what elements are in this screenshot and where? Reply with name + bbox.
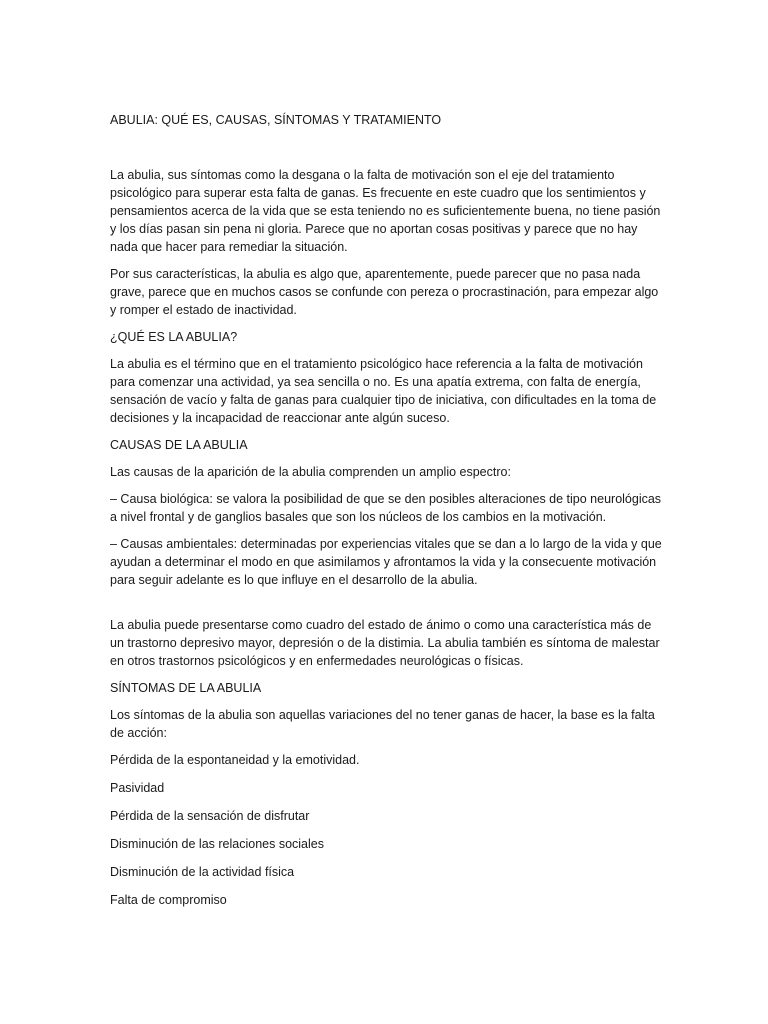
section-heading-causes: CAUSAS DE LA ABULIA [110, 438, 248, 452]
cause-environmental: – Causas ambientales: determinadas por experiencias vitales que se dan a lo largo de la vida y que ayudan a determinar el modo en que asimilamos y afrontamos la vida y la consecuente motivación para seguir adelante es lo que influye en el desarrollo de la abulia. [110, 537, 662, 587]
symptom-item: Falta de compromiso [110, 893, 227, 907]
section-heading-symptoms: SÍNTOMAS DE LA ABULIA [110, 681, 262, 695]
causes-intro: Las causas de la aparición de la abulia comprenden un amplio espectro: [110, 465, 511, 479]
section-heading-what: ¿QUÉ ES LA ABULIA? [110, 330, 238, 344]
document-page [110, 111, 662, 919]
presentation-paragraph: La abulia puede presentarse como cuadro del estado de ánimo o como una característica más de un trastorno depresivo mayor, depresión o de la distimia. La abulia también es síntoma de malestar en otros trastornos psicológicos y en enfermedades neurológicas o físicas. [110, 618, 660, 668]
cause-biological: – Causa biológica: se valora la posibilidad de que se den posibles alteraciones de tipo neurológicas a nivel frontal y de ganglios basales que son los núcleos de los cambios en la motivación. [110, 492, 662, 524]
symptom-item: Disminución de las relaciones sociales [110, 837, 324, 851]
symptom-item: Pérdida de la espontaneidad y la emotividad. [110, 753, 360, 767]
what-paragraph: La abulia es el término que en el tratamiento psicológico hace referencia a la falta de motivación para comenzar una actividad, ya sea sencilla o no. Es una apatía extrema, con falta de energía, sensación de vacío y falta de ganas para cualquier tipo de iniciativa, con dificultades en la toma de decisiones y la incapacidad de reaccionar ante algún suceso. [110, 357, 657, 425]
symptoms-intro: Los síntomas de la abulia son aquellas variaciones del no tener ganas de hacer, la base es la falta de acción: [110, 708, 655, 740]
symptom-item: Disminución de la actividad física [110, 865, 295, 879]
intro-paragraph-2: Por sus características, la abulia es algo que, aparentemente, puede parecer que no pasa nada grave, parece que en muchos casos se confunde con pereza o procrastinación, para empezar algo y romper el estado de inactividad. [110, 267, 659, 317]
document-title: ABULIA: QUÉ ES, CAUSAS, SÍNTOMAS Y TRATAMIENTO [110, 113, 442, 127]
intro-paragraph-1: La abulia, sus síntomas como la desgana o la falta de motivación son el eje del tratamiento psicológico para superar esta falta de ganas. Es frecuente en este cuadro que los sentimientos y pensamientos acerca de la vida que se esta teniendo no es suficientemente buena, no tiene pasión y los días pasan sin pena ni gloria. Parece que no aportan cosas positivas y parece que no hay nada que hacer para remediar la situación. [110, 168, 661, 254]
symptom-item: Pérdida de la sensación de disfrutar [110, 809, 310, 823]
symptom-item: Pasividad [110, 781, 165, 795]
